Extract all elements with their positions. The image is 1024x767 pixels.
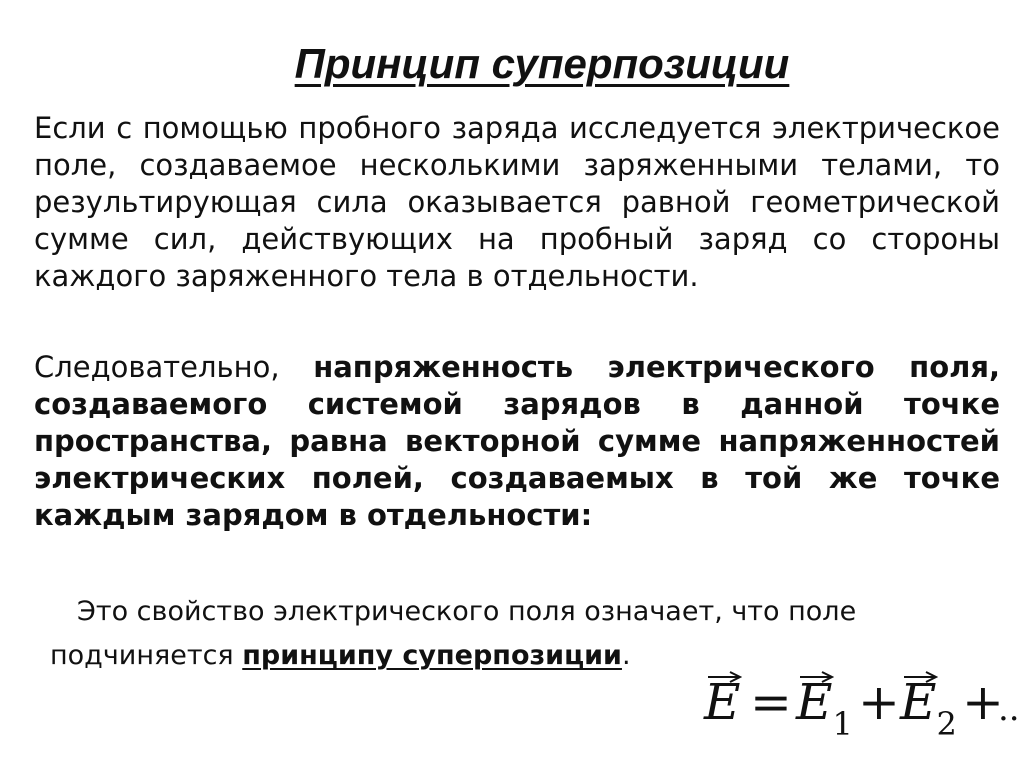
paragraph-superposition-force: Если с помощью пробного заряда исследуется электрическое поле, создаваемое несколькими заряженными телами, то результирующая сила оказывается равной геометрической сумме сил, действующих на пробный заряд со стороны каждого заряженного тела в отдельности. <box>34 111 1000 293</box>
formula-e2-symbol <box>900 673 937 731</box>
paragraph-property-line1: Это свойство электрического поля означает, что поле <box>77 596 857 627</box>
formula-e2-letter: E <box>900 673 937 731</box>
formula-term-e1 <box>796 673 853 743</box>
formula-plus-1: + <box>858 673 900 731</box>
slide-title <box>0 38 1024 90</box>
superposition-formula <box>700 655 1020 745</box>
paragraph-field-strength <box>34 349 1000 534</box>
formula-ellipsis: .. <box>998 689 1020 729</box>
formula-subscript-1: 1 <box>832 705 853 743</box>
paragraph-property-end: . <box>621 640 631 671</box>
formula-subscript-2: 2 <box>936 705 957 743</box>
paragraph-field-strength-lead: Следовательно, <box>34 350 314 384</box>
formula-e1-letter: E <box>796 673 833 731</box>
formula-plus-2: + <box>962 673 1004 731</box>
formula-term-e <box>704 673 741 731</box>
formula-e-letter: E <box>704 673 741 731</box>
formula-e1-symbol <box>796 673 833 731</box>
vector-arrow-icon <box>708 671 742 683</box>
formula-term-e2 <box>900 673 957 743</box>
formula-equals: = <box>750 673 792 731</box>
vector-arrow-icon <box>800 671 834 683</box>
vector-arrow-icon <box>904 671 938 683</box>
paragraph-field-strength-bold: напряженность электрического поля, создаваемого системой зарядов в данной точке пространства, равна векторной сумме напряженностей электрических полей, создаваемых в той же точке каждым зарядом в отдельности: <box>34 350 1000 532</box>
paragraph-property-lead: подчиняется <box>50 640 243 671</box>
slide-title-text: Принцип суперпозиции <box>294 40 790 87</box>
formula-e-symbol <box>704 673 741 731</box>
superposition-principle-term: принципу суперпозиции <box>242 640 622 671</box>
